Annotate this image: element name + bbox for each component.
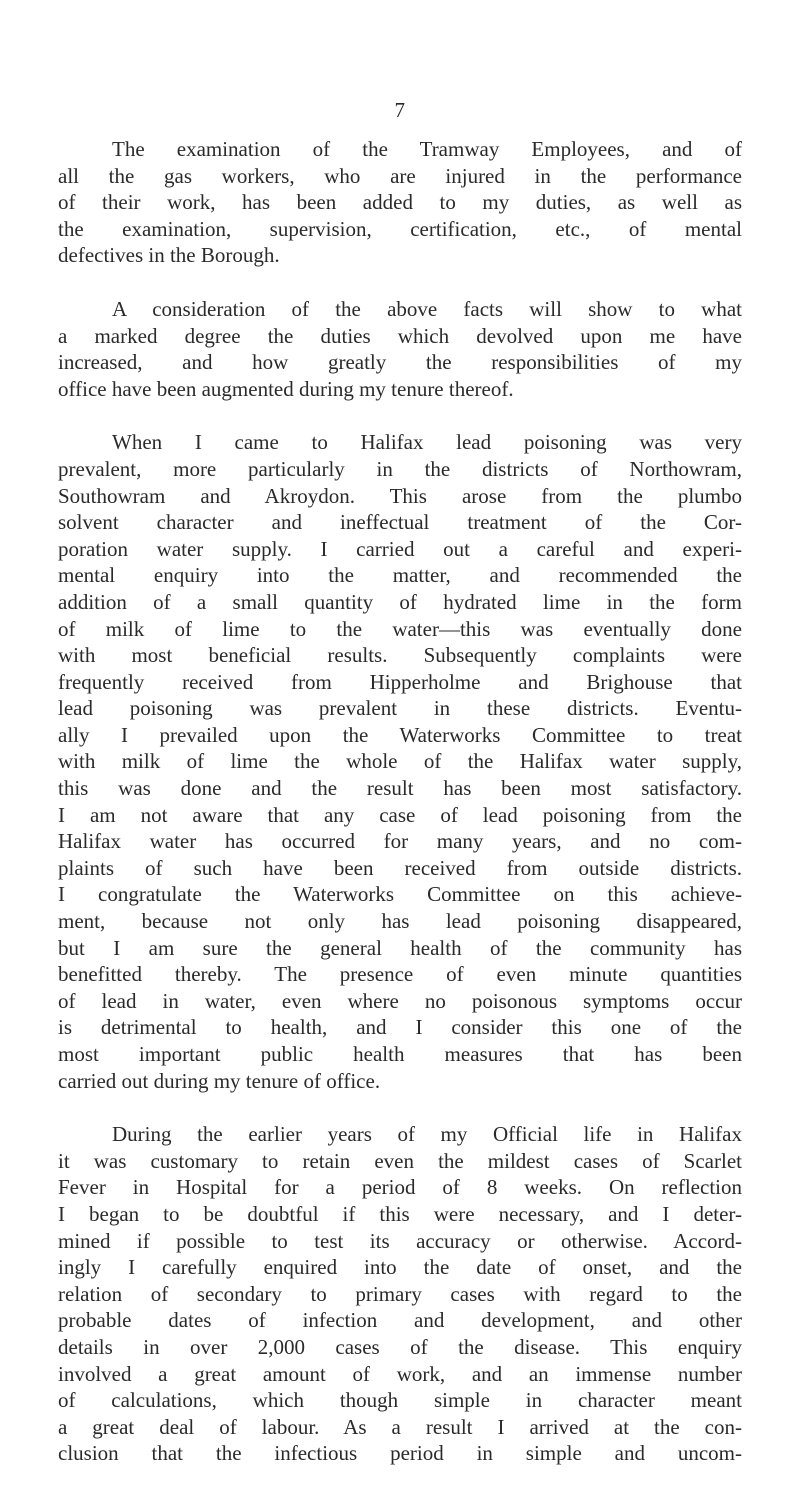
- text-line: ingly I carefully enquired into the date of onset, and the: [58, 1255, 742, 1280]
- paragraph-3: [58, 429, 742, 1094]
- text-line: all the gas workers, who are injured in the performance: [58, 163, 742, 188]
- text-line: probable dates of infection and development, and other: [58, 1308, 742, 1333]
- text-line: relation of secondary to primary cases with regard to the: [58, 1281, 742, 1306]
- text-line: solvent character and ineffectual treatment of the Cor-: [58, 510, 742, 535]
- text-line: the examination, supervision, certification, etc., of mental: [58, 216, 742, 241]
- text-line: office have been augmented during my tenure thereof.: [58, 376, 514, 401]
- text-line: defectives in the Borough.: [58, 243, 280, 268]
- paragraph-2: [58, 296, 742, 402]
- text-line: but I am sure the general health of the community has: [58, 935, 742, 960]
- text-line: poration water supply. I carried out a careful and experi-: [58, 536, 742, 561]
- text-line: mined if possible to test its accuracy or otherwise. Accord-: [58, 1228, 742, 1253]
- text-line: of milk of lime to the water—this was eventually done: [58, 616, 742, 641]
- text-line: frequently received from Hipperholme and Brighouse that: [58, 669, 742, 694]
- body-text: [58, 136, 742, 1494]
- text-line: prevalent, more particularly in the districts of Northowram,: [58, 456, 742, 481]
- text-line: of calculations, which though simple in character meant: [58, 1388, 742, 1413]
- text-line: ally I prevailed upon the Waterworks Committee to treat: [58, 722, 742, 747]
- text-line: I am not aware that any case of lead poisoning from the: [58, 802, 742, 827]
- text-line: increased, and how greatly the responsibilities of my: [58, 350, 742, 375]
- text-line: When I came to Halifax lead poisoning was very: [112, 430, 742, 455]
- text-line: I began to be doubtful if this were necessary, and I deter-: [58, 1201, 742, 1226]
- text-line: of lead in water, even where no poisonous symptoms occur: [58, 988, 742, 1013]
- text-line: of their work, has been added to my duties, as well as: [58, 190, 742, 215]
- text-line: Fever in Hospital for a period of 8 weeks. On reflection: [58, 1175, 742, 1200]
- text-line: Southowram and Akroydon. This arose from the plumbo: [58, 483, 742, 508]
- text-line: During the earlier years of my Official life in Halifax: [112, 1122, 742, 1147]
- text-line: with milk of lime the whole of the Halifax water supply,: [58, 749, 742, 774]
- paragraph-1: [58, 136, 742, 269]
- text-line: with most beneficial results. Subsequently complaints were: [58, 643, 742, 668]
- text-line: ment, because not only has lead poisoning disappeared,: [58, 909, 742, 934]
- text-line: I congratulate the Waterworks Committee on this achieve-: [58, 882, 742, 907]
- text-line: benefitted thereby. The presence of even minute quantities: [58, 962, 742, 987]
- text-line: clusion that the infectious period in simple and uncom-: [58, 1441, 742, 1466]
- text-line: The examination of the Tramway Employees, and of: [112, 137, 742, 161]
- text-line: involved a great amount of work, and an immense number: [58, 1361, 742, 1386]
- text-line: this was done and the result has been most satisfactory.: [58, 776, 742, 801]
- text-line: A consideration of the above facts will show to what: [112, 296, 742, 321]
- text-line: carried out during my tenure of office.: [58, 1068, 381, 1093]
- page-number: 7: [394, 98, 406, 122]
- text-line: plaints of such have been received from outside districts.: [58, 855, 742, 880]
- paragraph-4: [58, 1121, 742, 1467]
- text-line: a marked degree the duties which devolved upon me have: [58, 323, 742, 348]
- text-line: a great deal of labour. As a result I arrived at the con-: [58, 1414, 742, 1439]
- text-line: it was customary to retain even the mildest cases of Scarlet: [58, 1148, 742, 1173]
- text-line: details in over 2,000 cases of the disease. This enquiry: [58, 1334, 742, 1359]
- text-line: addition of a small quantity of hydrated lime in the form: [58, 589, 742, 614]
- text-line: most important public health measures that has been: [58, 1042, 742, 1066]
- text-line: mental enquiry into the matter, and recommended the: [58, 563, 742, 588]
- text-line: lead poisoning was prevalent in these districts. Eventu-: [58, 696, 742, 721]
- text-line: is detrimental to health, and I consider this one of the: [58, 1015, 742, 1040]
- text-line: Halifax water has occurred for many years, and no com-: [58, 829, 742, 854]
